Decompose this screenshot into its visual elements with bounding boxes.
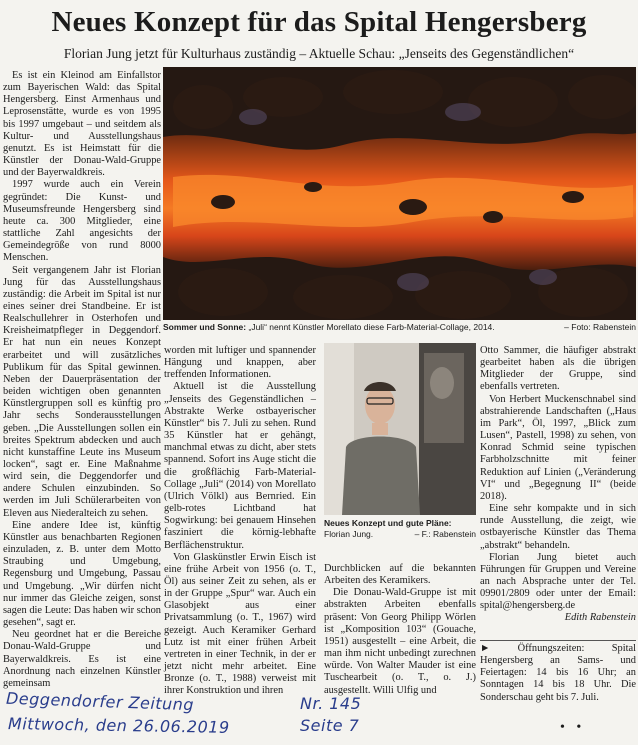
paragraph: Die Donau-Wald-Gruppe ist mit abstrakten Arbeiten ebenfalls präsent: Von Georg Philipp Wörlen ist „Komposition 103“ (Gouache, 1951) ausgestellt – eine Arbeit, die man ihm nicht unbedingt zurechnen würde. Von Walter Mauder ist eine Tuschearbeit (o. T., o. J.) ausgestellt. Willi Ulfig und — [324, 587, 476, 696]
handwritten-issue-number: Nr. 145 — [300, 694, 362, 713]
article-column-2 — [164, 345, 316, 698]
paragraph: Neu geordnet hat er die Bereiche Donau-Wald-Gruppe und Bayerwaldkreis. Es ist eine Anordnung nach einzelnen Künstler gemeinsam — [3, 629, 161, 689]
paragraph: Durchblicken auf die bekannten Arbeiten des Keramikers. — [324, 563, 476, 587]
author-signature: Edith Rabenstein — [564, 612, 636, 624]
caption-bold: Neues Konzept und gute Pläne: — [324, 518, 452, 528]
article-column-3 — [480, 345, 636, 625]
subheadline: Florian Jung jetzt für Kulturhaus zuständig – Aktuelle Schau: „Jenseits des Gegenständlichen“ — [63, 46, 575, 61]
paragraph: Eine sehr kompakte und in sich runde Ausstellung, die zeigt, wie ostbayerische Künstler das Thema „abstrakt“ behandeln. — [480, 503, 636, 551]
photo-caption-portrait — [324, 518, 476, 540]
artwork-photo-juli — [163, 67, 636, 320]
portrait-photo-florian-jung — [324, 343, 476, 515]
portrait-image — [324, 343, 476, 515]
paragraph: Eine andere Idee ist, künftig Künstler aus benachbarten Regionen einzuladen, z. B. unter dem Motto Straubing und Umgebung, Regensburg und Umgebung, Passau und Umgebung. „Wir dürfen nicht nur immer das Gleiche zeigen, sonst sagen die Leute: Das haben wir schon gesehen“, sagt er. — [3, 519, 161, 629]
paragraph: Von Herbert Muckenschnabel sind abstrahierende Landschaften („Haus im Park“, Öl, 1997, „Blick zum Lusen“, Pastell, 1998) zu sehen, von Konrad Schmid seine typischen Farbholzschnitte mit feiner Reduktion auf Linien („Veränderung VI“ und „Begegnung II“ (beide 2018). — [480, 393, 636, 502]
caption-bold: Sommer und Sonne: — [163, 322, 247, 332]
paragraph: Es ist ein Kleinod am Einfallstor zum Bayerischen Wald: das Spital Hengersberg. Einst Armenhaus und Leprosenstätte, wurde es von 1995 bis 1997 umgebaut – und seitdem als Kultur- und Ausstellungshaus genutzt. Es ist Heimstatt für die Künstler der Donau-Wald-Gruppe und der Bayerwaldkreis. — [3, 70, 161, 179]
paragraph: Seit vergangenem Jahr ist Florian Jung für das Ausstellungshaus zuständig: die Arbeit im Spital ist nur eines seiner drei Standbeine. Er ist Realschullehrer in Osterhofen und Kreisheimatpfleger in Deggendorf. Er hat nun ein neues Konzept erarbeitet und will zusätzliches Publikum für das Spital gewinnen. Neben der Dauerpräsentation der beiden wichtigen oben genannten Künstlergruppen soll es künftig pro Jahr sechs Sonderausstellungen geben. „Die Ausstellungen sollen ein breites Spektrum abdecken und auch nicht kunstaffine Leute ins Museum locken“, sagt er. Eine Maßnahme wird sein, die Deggendorfer und andere Schulen einzubinden. So werden im Juli Schülerarbeiten von Eleven aus Niederalteich zu sehen. — [3, 264, 161, 519]
photo-caption-main — [163, 322, 636, 333]
headline: Neues Konzept für das Spital Hengersberg — [51, 6, 587, 38]
article-column-4 — [324, 563, 476, 697]
end-dots: • • — [560, 720, 586, 735]
article-column-1 — [3, 70, 161, 690]
handwritten-newspaper-name: Deggendorfer Zeitung — [5, 688, 195, 715]
paragraph: Otto Sammer, die häufiger abstrakt gearbeitet haben als die übrigen Mitglieder der Gruppe, sind ebenfalls vertreten. — [480, 345, 636, 393]
caption-text: „Juli“ nennt Künstler Morellato diese Farb-Material-Collage, 2014. — [246, 322, 495, 332]
paragraph: Von Glaskünstler Erwin Eisch ist eine frühe Arbeit von 1956 (o. T., Öl) aus seiner Zeit zu sehen, als er in der Gruppe „Spur“ war. Auch ein Glasobjekt aus einer Privatsammlung (o. T., 1967) wird gezeigt. Auch Keramiker Gerhard Lutz ist mit einer frühen Arbeit vertreten in einer Technik, in der er jetzt nicht mehr arbeitet. Eine Bronze (o. T., 1988) verweist mit ihrer Konstruktion und ihren — [164, 551, 316, 697]
paragraph: Florian Jung bietet auch Führungen für Gruppen und Vereine an nach Absprache unter der Tel. 09901/2809 oder unter der Email: spital@hengersberg.de — [480, 551, 636, 612]
paragraph: worden mit luftiger und spannender Hängung und knappen, aber treffenden Informationen. — [164, 345, 316, 381]
handwritten-page-number: Seite 7 — [300, 716, 360, 735]
caption-text: Florian Jung. — [324, 529, 374, 539]
handwritten-date: Mittwoch, den 26.06.2019 — [7, 714, 230, 737]
paragraph: 1997 wurde auch ein Verein gegründet: Die Kunst- und Museumsfreunde Hengersberg sind heute ca. 300 Mitglieder, eine stattliche Zahl angesichts der Gemeindegröße von rund 8000 Menschen. — [3, 179, 161, 264]
caption-credit: – F.: Rabenstein — [414, 529, 476, 539]
lava-collage-image — [163, 67, 636, 320]
paragraph: Aktuell ist die Ausstellung „Jenseits des Gegenständlichen – Abstrakte Werke ostbayerischer Künstler“ bis 7. Juli zu sehen. Rund 35 Künstler hat er gehängt, manchmal etwas zu dicht, aber stets spannend. Sofort ins Auge sticht die die großflächig Farb-Material-Collage „Juli“ (2014) von Morellato (Ulrich Völkl) aus Bernried. Ein gelb-rotes Lichtband hat Sogwirkung: bei genauem Hinsehen fasziniert die körnig-lebhafte Berflächenstruktur. — [164, 381, 316, 551]
caption-credit: – Foto: Rabenstein — [564, 322, 636, 332]
opening-hours-box: ► Öffnungszeiten: Spital Hengersberg an Sams- und Feiertagen: 14 bis 16 Uhr; an Sonntagen 14 bis 18 Uhr. Die Sonderschau geht bis 7. Juli. — [480, 640, 636, 704]
